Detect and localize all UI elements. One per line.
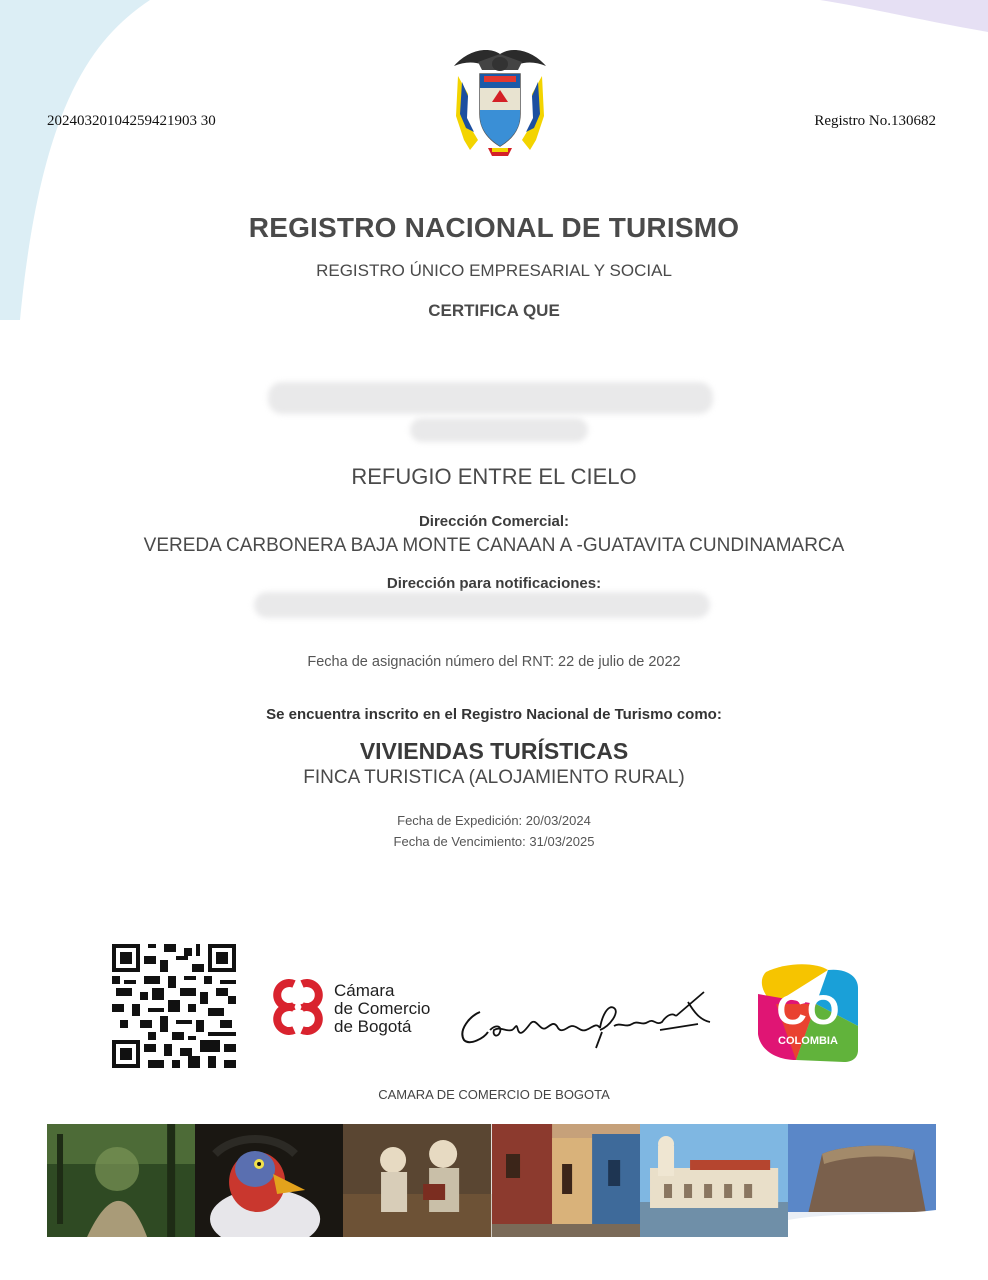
condor-photo: [195, 1124, 343, 1237]
coat-of-arms-icon: [448, 44, 552, 158]
certificate-subtitle: REGISTRO ÚNICO EMPRESARIAL Y SOCIAL: [316, 261, 672, 280]
colombia-brand-logo-icon: [756, 964, 860, 1064]
signature-icon: [450, 986, 715, 1052]
business-name: REFUGIO ENTRE EL CIELO: [351, 464, 637, 489]
certifies-heading: CERTIFICA QUE: [428, 301, 560, 320]
redacted-owner-id: [410, 418, 588, 442]
redacted-owner-name: [268, 382, 713, 414]
subcategory: FINCA TURISTICA (ALOJAMIENTO RURAL): [303, 767, 685, 788]
category: VIVIENDAS TURÍSTICAS: [359, 738, 629, 764]
chamber-name-line: de Bogotá: [334, 1017, 412, 1036]
registration-number: Registro No.130682: [814, 113, 936, 129]
expiry-date: Fecha de Vencimiento: 31/03/2025: [393, 834, 595, 849]
chamber-name-line: de Comercio: [334, 999, 431, 1018]
certificate-title: REGISTRO NACIONAL DE TURISMO: [248, 212, 740, 243]
colonial-street-photo: [492, 1124, 640, 1237]
registered-as-label: Se encuentra inscrito en el Registro Nacional de Turismo como:: [266, 706, 722, 723]
tepui-mountain-photo: [788, 1124, 936, 1237]
footer-organization: CAMARA DE COMERCIO DE BOGOTA: [378, 1087, 610, 1102]
address-label: Dirección Comercial:: [418, 513, 570, 530]
assignment-date: Fecha de asignación número del RNT: 22 de julio de 2022: [307, 654, 681, 670]
notifications-label: Dirección para notificaciones:: [386, 575, 602, 592]
redacted-notification-address: [254, 592, 710, 618]
document-code: 20240320104259421903 30: [47, 113, 216, 129]
brand-logo-subtext: COLOMBIA: [778, 1035, 838, 1047]
photo-strip: [47, 1124, 936, 1237]
brand-logo-text: CO: [776, 986, 840, 1033]
chamber-of-commerce-logo-icon: [266, 976, 330, 1038]
issue-date: Fecha de Expedición: 20/03/2024: [397, 813, 591, 828]
qr-code-icon: [112, 944, 236, 1068]
chamber-name-line: Cámara: [334, 981, 395, 1000]
forest-photo: [47, 1124, 195, 1237]
address-value: VEREDA CARBONERA BAJA MONTE CANAAN A -GUATAVITA CUNDINAMARCA: [143, 535, 845, 556]
musicians-photo: [343, 1124, 491, 1237]
cathedral-photo: [640, 1124, 788, 1237]
chamber-of-commerce-name: [334, 982, 430, 1036]
